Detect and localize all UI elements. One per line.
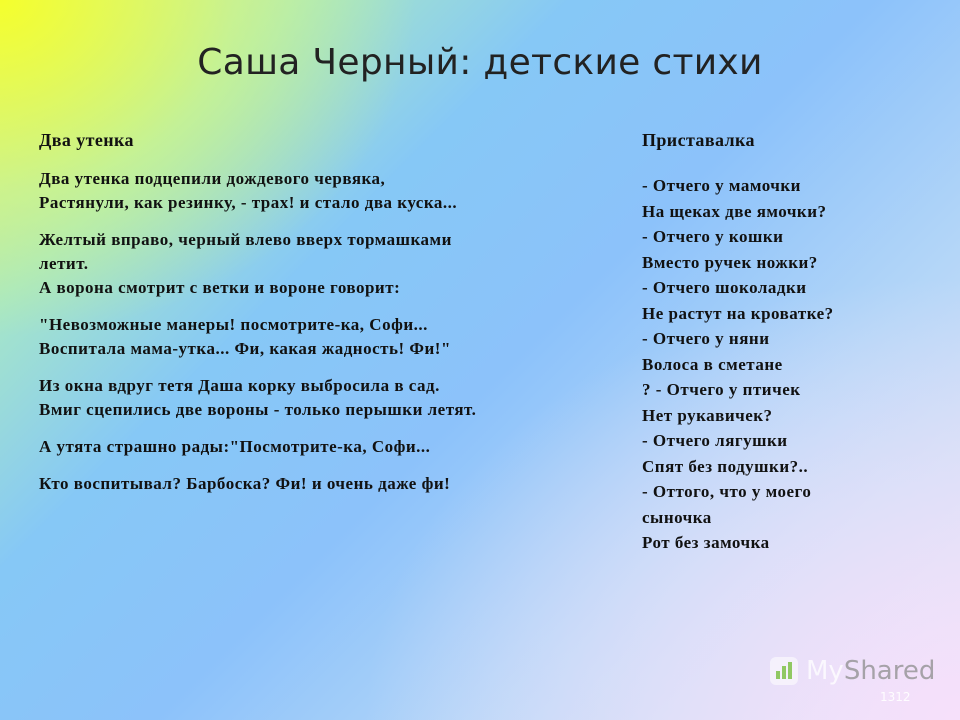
- poem-line: Из окна вдруг тетя Даша корку выбросила в сад.: [39, 376, 440, 395]
- poem-line: "Невозможные манеры! посмотрите-ка, Софи...: [39, 315, 428, 334]
- poem-title: Два утенка: [39, 130, 134, 150]
- poem-title: Приставалка: [642, 130, 755, 150]
- poem-line: - Отчего у няни: [642, 329, 770, 348]
- poem-line: - Отчего у мамочки: [642, 176, 801, 195]
- poem-line: Не растут на кроватке?: [642, 303, 834, 323]
- stanza: [39, 228, 599, 300]
- page-number: 1312: [880, 690, 911, 704]
- poem-line: Желтый вправо, черный влево вверх тормашками: [39, 230, 452, 249]
- myshared-watermark: [768, 655, 935, 687]
- poem-line: Рот без замочка: [642, 533, 770, 552]
- poem-line: Растянули, как резинку, - трах! и стало два куска...: [39, 193, 458, 212]
- poem-line: ? - Отчего у птичек: [642, 380, 801, 399]
- poem-line: На щеках две ямочки?: [642, 201, 827, 221]
- myshared-logo-icon: [768, 655, 800, 687]
- poem-line: летит.: [39, 254, 89, 273]
- stanza: [39, 472, 599, 496]
- stanza: [39, 313, 599, 361]
- poem-line: - Отчего лягушки: [642, 431, 788, 450]
- poem-line: Воспитала мама-утка... Фи, какая жадность! Фи!": [39, 339, 451, 358]
- poem-line: - Оттого, что у моего: [642, 482, 812, 501]
- poem-line: Волоса в сметане: [642, 354, 783, 374]
- poem-line: Вместо ручек ножки?: [642, 252, 818, 272]
- poem-line: сыночка: [642, 507, 712, 527]
- poem-line: Спят без подушки?..: [642, 456, 809, 476]
- watermark-text-my: My: [806, 656, 844, 686]
- poem-line: А ворона смотрит с ветки и вороне говорит:: [39, 278, 401, 297]
- stanza: [39, 374, 599, 422]
- watermark-text-shared: Shared: [843, 656, 936, 686]
- poem-two-ducklings: [39, 130, 599, 509]
- poem-line: А утята страшно рады:"Посмотрите-ка, Софи...: [39, 437, 431, 456]
- poem-line: Два утенка подцепили дождевого червяка,: [39, 169, 386, 188]
- stanza: [39, 435, 599, 459]
- poem-line: Вмиг сцепились две вороны - только перышки летят.: [39, 400, 477, 419]
- poem-pristavalka: [642, 130, 942, 556]
- poem-line: Кто воспитывал? Барбоска? Фи! и очень даже фи!: [39, 474, 451, 493]
- poem-lines: [642, 173, 942, 556]
- poem-line: Нет рукавичек?: [642, 405, 773, 425]
- poem-line: - Отчего у кошки: [642, 227, 784, 246]
- slide-title: Саша Черный: детские стихи: [197, 42, 763, 83]
- poem-line: - Отчего шоколадки: [642, 278, 807, 297]
- stanza: [39, 167, 599, 215]
